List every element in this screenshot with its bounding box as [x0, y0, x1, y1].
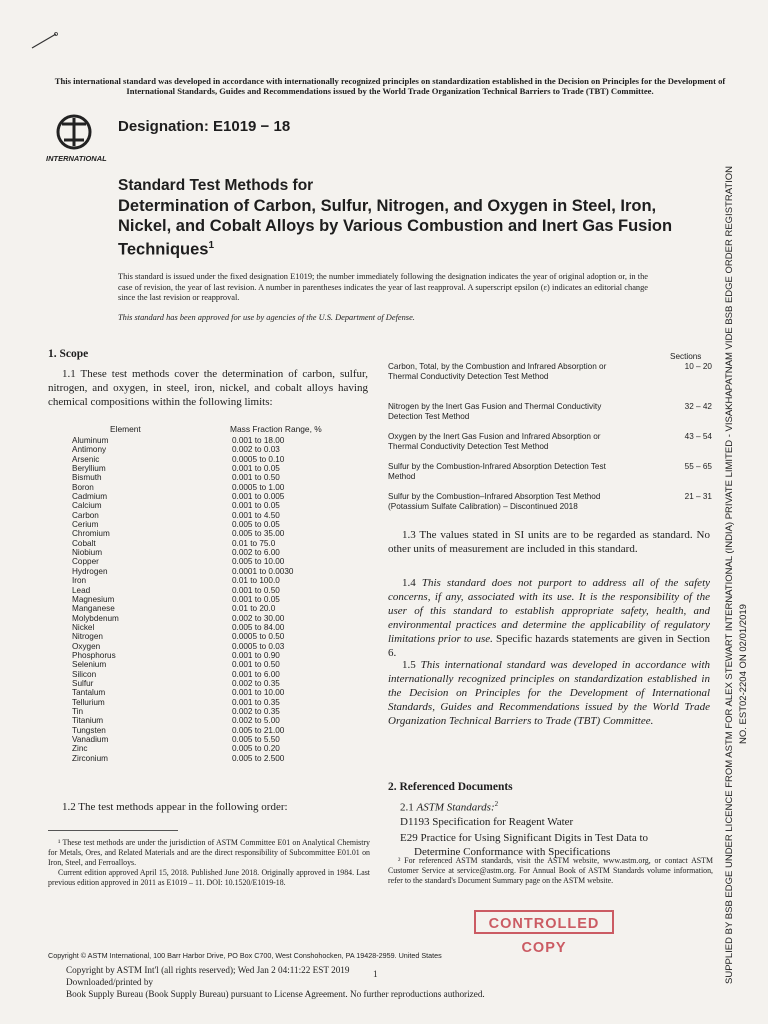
document-title: [118, 176, 688, 260]
toc-label: Sulfur by the Combustion-Infrared Absorption Detection Test Method: [388, 462, 606, 481]
element-range: 0.005 to 10.00: [232, 557, 285, 567]
element-range: 0.005 to 35.00: [232, 529, 285, 539]
element-row: [72, 483, 293, 492]
paragraph-1-2: 1.2 The test methods appear in the following order:: [62, 801, 288, 813]
element-row: [72, 492, 293, 501]
toc-label: Sulfur by the Combustion–Infrared Absorption Test Method (Potassium Sulfate Calibration) – Discontinued 2018: [388, 492, 601, 511]
element-row: [72, 754, 293, 763]
element-name: Selenium: [72, 660, 107, 670]
toc-label: Carbon, Total, by the Combustion and Infrared Absorption or Thermal Conductivity Detection Test Method: [388, 362, 607, 381]
element-row: [72, 632, 293, 641]
element-range: 0.0005 to 0.03: [232, 641, 285, 651]
element-row: [72, 716, 293, 725]
page-number: 1: [373, 969, 378, 979]
p1-4-safety-text: This standard does not purport to address all of the safety concerns, if any, associated with its use. It is the responsibility of the user of this standard to establish appropriate safety, health, and environmental practices and determine the applicability of regulatory limitations prior to use.: [388, 577, 711, 645]
toc-item: [388, 492, 718, 512]
element-name: Tungsten: [72, 725, 106, 735]
p1-5-number: 1.5: [402, 659, 416, 671]
element-row: [72, 614, 293, 623]
element-range: 0.005 to 21.00: [232, 725, 285, 735]
element-name: Carbon: [72, 510, 99, 520]
standardization-notice: This international standard was developed in accordance with internationally recognized principles on standardization established in the Decision on Principles for the Development of International Standards, Guides and Recommendations issued by the World Trade Organization Technical Barriers to Trade (TBT) Committee.: [54, 76, 726, 96]
element-row: [72, 567, 293, 576]
element-name: Lead: [72, 585, 91, 595]
element-range: 0.005 to 5.50: [232, 735, 280, 744]
copyright-strip: Copyright © ASTM International, 100 Barr Harbor Drive, PO Box C700, West Conshohocken, PA 19428-2959. United States: [48, 951, 442, 960]
element-name: Cerium: [72, 520, 99, 530]
element-name: Chromium: [72, 529, 110, 539]
toc-item: [388, 462, 718, 482]
element-name: Nitrogen: [72, 632, 103, 642]
toc-sections: 10 – 20: [684, 362, 712, 371]
element-row: [72, 548, 293, 557]
element-name: Sulfur: [72, 678, 94, 688]
element-row: [72, 642, 293, 651]
download-line-3: Book Supply Bureau (Book Supply Bureau) pursuant to License Agreement. No further reproductions authorized.: [66, 989, 485, 999]
paragraph-1-1: 1.1 These test methods cover the determination of carbon, sulfur, nitrogen, and oxygen, in steel, iron, nickel, and cobalt alloys having chemical compositions within the following limits:: [48, 368, 368, 408]
element-range: 0.001 to 0.50: [232, 585, 280, 595]
footnote-1-edition: Current edition approved April 15, 2018. Published June 2018. Originally approved in 1984. Last previous edition approved in 2011 as E1019 – 11. DOI: 10.1520/E1019-18.: [48, 868, 370, 887]
toc-item: [388, 402, 718, 422]
element-row: [72, 539, 293, 548]
element-range: 0.005 to 0.20: [232, 744, 280, 754]
toc-sections: 32 – 42: [684, 402, 712, 411]
section-heading-scope: 1. Scope: [48, 348, 89, 360]
title-main-text: Determination of Carbon, Sulfur, Nitrogen, and Oxygen in Steel, Iron, Nickel, and Cobalt Alloys by Various Combustion and Inert Gas Fusion Techniques: [118, 197, 673, 259]
element-range: 0.002 to 6.00: [232, 548, 280, 558]
table-header-range: Mass Fraction Range, %: [230, 424, 322, 434]
element-name: Nickel: [72, 622, 95, 632]
element-row: [72, 557, 293, 566]
element-row: [72, 473, 293, 482]
element-name: Arsenic: [72, 454, 100, 464]
element-name: Cobalt: [72, 538, 96, 548]
element-row: [72, 520, 293, 529]
element-name: Tin: [72, 706, 84, 716]
element-name: Boron: [72, 482, 94, 492]
element-name: Titanium: [72, 716, 104, 726]
element-name: Silicon: [72, 669, 97, 679]
element-range: 0.002 to 0.35: [232, 706, 280, 716]
element-name: Vanadium: [72, 735, 109, 744]
footnote-2: ² For referenced ASTM standards, visit the ASTM website, www.astm.org, or contact ASTM Customer Service at service@astm.org. For Annual Book of ASTM Standards volume information, refer to the standard's Document Summary page on the ASTM website.: [388, 856, 713, 885]
element-row: [72, 464, 293, 473]
element-range: 0.01 to 100.0: [232, 576, 280, 586]
element-name: Hydrogen: [72, 566, 108, 576]
title-footnote-mark: 1: [208, 240, 215, 251]
p1-5-text: This international standard was developed in accordance with internationally recognized principles on standardization established in the Decision on Principles for the Development of International Standards, Guides and Recommendations issued by the World Trade Organization Technical Barriers to Trade (TBT) Committee.: [388, 659, 711, 727]
e29-line-2: Determine Conformance with Specifications: [414, 846, 611, 858]
element-range: 0.001 to 10.00: [232, 688, 285, 698]
paragraph-1-5: [388, 658, 710, 728]
issue-note: This standard is issued under the fixed designation E1019; the number immediately following the designation indicates the year of original adoption or, in the case of revision, the year of last revision. A number in parentheses indicates the year of last reapproval. A superscript epsilon (ε) indicates an editorial change since the last revision or reapproval.: [118, 272, 648, 302]
element-name: Molybdenum: [72, 613, 119, 623]
footnote-1-jurisdiction: ¹ These test methods are under the jurisdiction of ASTM Committee E01 on Analytical Chemistry for Metals, Ores, and Related Materials and are the direct responsibility of Subcommittee E01.01 on Iron, Steel, and Ferroalloys.: [48, 838, 370, 867]
element-row: [72, 698, 293, 707]
p2-1-number: 2.1: [400, 801, 414, 814]
element-name: Cadmium: [72, 492, 108, 502]
element-row: [72, 688, 293, 697]
pen-mark: [30, 30, 60, 50]
element-range: 0.01 to 75.0: [232, 538, 276, 548]
element-range: 0.001 to 0.90: [232, 650, 280, 660]
element-range: 0.002 to 30.00: [232, 613, 285, 623]
element-name: Bismuth: [72, 473, 102, 483]
element-row: [72, 511, 293, 520]
reference-e29: [400, 831, 716, 859]
e29-line-1: E29 Practice for Using Significant Digits in Test Data to: [400, 832, 649, 844]
p2-1-footnote-mark: 2: [494, 800, 499, 808]
element-row: [72, 623, 293, 632]
element-name: Magnesium: [72, 594, 115, 604]
element-range: 0.005 to 0.05: [232, 520, 280, 530]
composition-table: [72, 436, 293, 763]
p1-4-number: 1.4: [402, 577, 416, 589]
element-name: Calcium: [72, 501, 102, 511]
toc-sections: 43 – 54: [684, 432, 712, 441]
element-row: [72, 436, 293, 445]
element-range: 0.0001 to 0.0030: [232, 566, 294, 576]
element-row: [72, 501, 293, 510]
element-row: [72, 576, 293, 585]
element-row: [72, 586, 293, 595]
element-range: 0.002 to 0.03: [232, 445, 280, 455]
element-name: Niobium: [72, 548, 103, 558]
element-name: Copper: [72, 557, 99, 567]
paragraph-1-4: [388, 576, 710, 660]
element-row: [72, 445, 293, 454]
element-row: [72, 651, 293, 660]
element-row: [72, 604, 293, 613]
paragraph-1-3: 1.3 The values stated in SI units are to be regarded as standard. No other units of measurement are included in this standard.: [388, 529, 710, 555]
element-name: Antimony: [72, 445, 107, 455]
element-name: Tantalum: [72, 688, 106, 698]
element-range: 0.001 to 0.005: [232, 492, 285, 502]
table-header-element: Element: [110, 424, 141, 434]
element-name: Manganese: [72, 604, 115, 614]
astm-logo: [40, 112, 110, 164]
element-row: [72, 529, 293, 538]
element-range: 0.0005 to 1.00: [232, 482, 285, 492]
element-row: [72, 726, 293, 735]
toc-item: [388, 432, 718, 452]
controlled-copy-stamp: CONTROLLED COPY: [474, 910, 614, 934]
element-row: [72, 707, 293, 716]
element-name: Aluminum: [72, 436, 109, 445]
element-name: Zinc: [72, 744, 88, 754]
element-name: Beryllium: [72, 464, 106, 474]
paragraph-2-1: [400, 800, 498, 814]
toc-item: [388, 362, 718, 382]
toc-sections: 55 – 65: [684, 462, 712, 471]
footnote-rule: [48, 830, 178, 831]
title-lead: Standard Test Methods for: [118, 177, 314, 194]
element-range: 0.001 to 0.05: [232, 501, 280, 511]
section-heading-referenced-documents: 2. Referenced Documents: [388, 781, 513, 793]
element-row: [72, 455, 293, 464]
element-name: Iron: [72, 576, 87, 586]
element-name: Zirconium: [72, 753, 108, 763]
p2-1-text: ASTM Standards:: [416, 801, 495, 814]
download-line-1: Copyright by ASTM Int'l (all rights reserved); Wed Jan 2 04:11:22 EST 2019: [66, 965, 350, 975]
element-range: 0.002 to 0.35: [232, 678, 280, 688]
toc-sections: 21 – 31: [684, 492, 712, 501]
element-row: [72, 670, 293, 679]
element-row: [72, 744, 293, 753]
element-range: 0.001 to 0.35: [232, 697, 280, 707]
element-range: 0.001 to 0.05: [232, 464, 280, 474]
reference-d1193: D1193 Specification for Reagent Water: [400, 816, 574, 828]
element-row: [72, 660, 293, 669]
licence-side-text-2: NO. EST02-2204 ON 02/01/2019: [738, 604, 749, 744]
sections-heading: Sections: [670, 352, 702, 361]
element-row: [72, 735, 293, 744]
element-range: 0.001 to 18.00: [232, 436, 285, 445]
element-name: Phosphorus: [72, 650, 116, 660]
p1-4-hazards-text: Specific hazards statements are given in Section 6.: [388, 633, 710, 659]
logo-text: INTERNATIONAL: [46, 154, 107, 163]
element-range: 0.001 to 4.50: [232, 510, 280, 520]
dod-approval-note: This standard has been approved for use by agencies of the U.S. Department of Defense.: [118, 313, 415, 322]
element-range: 0.001 to 0.50: [232, 660, 280, 670]
toc-label: Nitrogen by the Inert Gas Fusion and Thermal Conductivity Detection Test Method: [388, 402, 602, 421]
element-name: Tellurium: [72, 697, 105, 707]
element-range: 0.0005 to 0.50: [232, 632, 285, 642]
toc-label: Oxygen by the Inert Gas Fusion and Infrared Absorption or Thermal Conductivity Detection Test Method: [388, 432, 601, 451]
element-range: 0.005 to 2.500: [232, 753, 285, 763]
element-name: Oxygen: [72, 641, 101, 651]
element-range: 0.005 to 84.00: [232, 622, 285, 632]
designation: Designation: E1019 − 18: [118, 118, 291, 135]
element-range: 0.01 to 20.0: [232, 604, 276, 614]
licence-side-text-1: SUPPLIED BY BSB EDGE UNDER LICENCE FROM ASTM FOR ALEX STEWART INTERNATIONAL (INDIA) PRIVATE LIMITED - VISAKHAPATNAM VIDE BSB EDGE ORDER REGISTRATION: [724, 165, 735, 984]
element-range: 0.002 to 5.00: [232, 716, 280, 726]
element-range: 0.001 to 6.00: [232, 669, 280, 679]
element-range: 0.001 to 0.50: [232, 473, 280, 483]
element-range: 0.001 to 0.05: [232, 594, 280, 604]
element-range: 0.0005 to 0.10: [232, 454, 285, 464]
footnote-1: [48, 838, 370, 888]
element-row: [72, 595, 293, 604]
download-line-2: Downloaded/printed by: [66, 977, 154, 987]
element-row: [72, 679, 293, 688]
title-main: [118, 196, 688, 260]
